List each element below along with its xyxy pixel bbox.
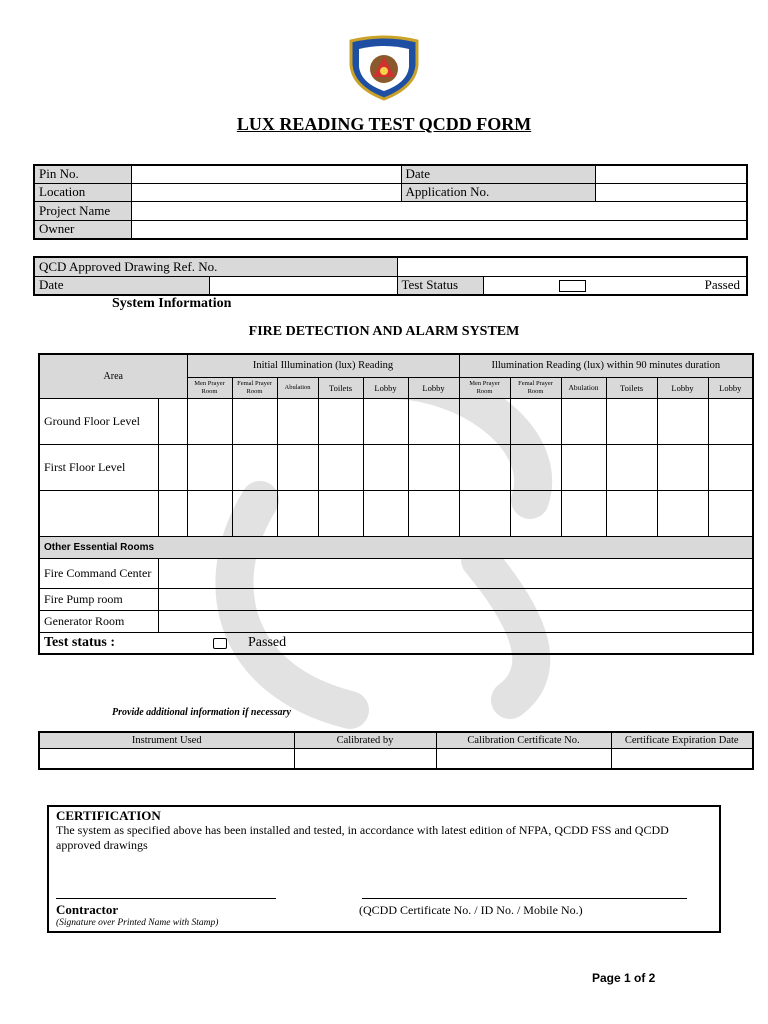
info-row-location bbox=[34, 183, 747, 201]
reading-cell[interactable] bbox=[708, 398, 753, 444]
floor-row-first bbox=[39, 444, 753, 490]
owner-label: Owner bbox=[34, 220, 131, 239]
room-generator: Generator Room bbox=[39, 610, 158, 632]
date-field[interactable] bbox=[595, 165, 747, 183]
calibrated-by-header: Calibrated by bbox=[294, 732, 436, 748]
room-fire-pump: Fire Pump room bbox=[39, 588, 158, 610]
contractor-note: (Signature over Printed Name with Stamp) bbox=[56, 918, 219, 928]
reading-cell[interactable] bbox=[408, 490, 459, 536]
project-info-table bbox=[33, 164, 748, 240]
reading-cell[interactable] bbox=[606, 444, 657, 490]
drawing-ref-row bbox=[34, 257, 747, 276]
reading-cell[interactable] bbox=[510, 490, 561, 536]
subheader-toilets: Toilets bbox=[318, 377, 363, 398]
room-reading-field[interactable] bbox=[158, 588, 753, 610]
floor-row-blank bbox=[39, 490, 753, 536]
reading-cell[interactable] bbox=[277, 398, 318, 444]
room-reading-field[interactable] bbox=[158, 558, 753, 588]
other-rooms-header-row bbox=[39, 536, 753, 558]
instrument-table bbox=[38, 731, 754, 770]
reading-cell[interactable] bbox=[657, 398, 708, 444]
floor-label-first: First Floor Level bbox=[39, 444, 158, 490]
lux-header-row bbox=[39, 354, 753, 377]
reading-cell[interactable] bbox=[363, 398, 408, 444]
reading-cell[interactable] bbox=[561, 398, 606, 444]
reading-cell[interactable] bbox=[232, 444, 277, 490]
certification-heading: CERTIFICATION bbox=[56, 808, 161, 823]
contractor-signature-line[interactable] bbox=[56, 898, 276, 899]
reading-cell[interactable] bbox=[277, 444, 318, 490]
other-rooms-header: Other Essential Rooms bbox=[39, 536, 753, 558]
reading-cell[interactable] bbox=[363, 444, 408, 490]
test-status-label: Test Status bbox=[397, 276, 483, 295]
info-row-owner bbox=[34, 220, 747, 239]
subheader-abulation: Abulation bbox=[277, 377, 318, 398]
certification-box bbox=[47, 805, 721, 933]
reading-cell[interactable] bbox=[318, 398, 363, 444]
reading-cell[interactable] bbox=[408, 444, 459, 490]
area-header: Area bbox=[39, 354, 187, 398]
reading-cell[interactable] bbox=[561, 490, 606, 536]
reading-cell[interactable] bbox=[408, 398, 459, 444]
location-label: Location bbox=[34, 183, 131, 201]
location-field[interactable] bbox=[131, 183, 401, 201]
reading-cell[interactable] bbox=[158, 398, 187, 444]
drawing-ref-table bbox=[33, 256, 748, 296]
calibration-cert-header: Calibration Certificate No. bbox=[436, 732, 611, 748]
instrument-used-header: Instrument Used bbox=[39, 732, 294, 748]
subheader-lobby: Lobby bbox=[657, 377, 708, 398]
calibration-cert-field[interactable] bbox=[436, 748, 611, 769]
other-room-row bbox=[39, 588, 753, 610]
other-room-row bbox=[39, 558, 753, 588]
cert-expiration-field[interactable] bbox=[611, 748, 753, 769]
room-reading-field[interactable] bbox=[158, 610, 753, 632]
drawing-date-row bbox=[34, 276, 747, 295]
drawing-date-field[interactable] bbox=[209, 276, 397, 295]
passed-checkbox[interactable] bbox=[559, 280, 586, 292]
reading-cell[interactable] bbox=[318, 444, 363, 490]
floor-row-ground bbox=[39, 398, 753, 444]
initial-illumination-header: Initial Illumination (lux) Reading bbox=[187, 354, 459, 377]
reading-cell[interactable] bbox=[187, 398, 232, 444]
info-row-pin bbox=[34, 165, 747, 183]
certification-text: The system as specified above has been installed and tested, in accordance with latest edition of NFPA, QCDD FSS and QCDD approved drawings bbox=[56, 823, 669, 852]
instrument-data-row bbox=[39, 748, 753, 769]
reading-cell[interactable] bbox=[158, 490, 187, 536]
reading-cell[interactable] bbox=[232, 490, 277, 536]
reading-cell[interactable] bbox=[187, 490, 232, 536]
floor-label-blank[interactable] bbox=[39, 490, 158, 536]
reading-cell[interactable] bbox=[363, 490, 408, 536]
lux-passed-checkbox[interactable] bbox=[213, 638, 227, 649]
page-number: Page 1 of 2 bbox=[592, 971, 656, 985]
subheader-abulation: Abulation bbox=[561, 377, 606, 398]
reading-cell[interactable] bbox=[708, 490, 753, 536]
reading-cell[interactable] bbox=[561, 444, 606, 490]
passed-label: Passed bbox=[704, 276, 740, 292]
test-status-cell bbox=[483, 276, 747, 295]
subheader-lobby: Lobby bbox=[363, 377, 408, 398]
date-label: Date bbox=[401, 165, 595, 183]
reading-cell[interactable] bbox=[606, 490, 657, 536]
pin-label: Pin No. bbox=[34, 165, 131, 183]
reading-cell[interactable] bbox=[657, 490, 708, 536]
application-no-field[interactable] bbox=[595, 183, 747, 201]
system-info-label: System Information bbox=[112, 296, 232, 311]
reading-cell[interactable] bbox=[459, 490, 510, 536]
certificate-line[interactable] bbox=[362, 898, 687, 899]
form-title: LUX READING TEST QCDD FORM bbox=[236, 114, 532, 134]
reading-cell[interactable] bbox=[459, 444, 510, 490]
pin-field[interactable] bbox=[131, 165, 401, 183]
other-room-row bbox=[39, 610, 753, 632]
reading-cell[interactable] bbox=[187, 444, 232, 490]
certificate-label: (QCDD Certificate No. / ID No. / Mobile No.) bbox=[359, 903, 583, 917]
info-row-project bbox=[34, 201, 747, 220]
subheader-men-prayer: Men Prayer Room bbox=[459, 377, 510, 398]
reading-cell[interactable] bbox=[510, 444, 561, 490]
subheader-femal-prayer: Femal Prayer Room bbox=[510, 377, 561, 398]
reading-cell[interactable] bbox=[657, 444, 708, 490]
section-title: FIRE DETECTION AND ALARM SYSTEM bbox=[248, 324, 520, 339]
contractor-label: Contractor bbox=[56, 902, 119, 917]
instrument-header-row bbox=[39, 732, 753, 748]
subheader-men-prayer: Men Prayer Room bbox=[187, 377, 232, 398]
duration-illumination-header: Illumination Reading (lux) within 90 minutes duration bbox=[459, 354, 753, 377]
subheader-toilets: Toilets bbox=[606, 377, 657, 398]
calibrated-by-field[interactable] bbox=[294, 748, 436, 769]
application-no-label: Application No. bbox=[401, 183, 595, 201]
drawing-date-label: Date bbox=[34, 276, 209, 295]
instrument-used-field[interactable] bbox=[39, 748, 294, 769]
reading-cell[interactable] bbox=[708, 444, 753, 490]
lux-test-status-cell bbox=[39, 632, 753, 654]
cert-expiration-header: Certificate Expiration Date bbox=[611, 732, 753, 748]
lux-test-status-row bbox=[39, 632, 753, 654]
lux-test-status-label: Test status : bbox=[44, 634, 116, 650]
drawing-ref-label: QCD Approved Drawing Ref. No. bbox=[34, 257, 397, 276]
lux-readings-table bbox=[38, 353, 754, 655]
reading-cell[interactable] bbox=[606, 398, 657, 444]
project-name-label: Project Name bbox=[34, 201, 131, 220]
floor-label-ground: Ground Floor Level bbox=[39, 398, 158, 444]
reading-cell[interactable] bbox=[318, 490, 363, 536]
reading-cell[interactable] bbox=[232, 398, 277, 444]
reading-cell[interactable] bbox=[277, 490, 318, 536]
reading-cell[interactable] bbox=[510, 398, 561, 444]
subheader-lobby: Lobby bbox=[708, 377, 753, 398]
lux-passed-label: Passed bbox=[248, 634, 287, 650]
drawing-ref-field[interactable] bbox=[397, 257, 747, 276]
subheader-femal-prayer: Femal Prayer Room bbox=[232, 377, 277, 398]
project-name-field[interactable] bbox=[131, 201, 747, 220]
owner-field[interactable] bbox=[131, 220, 747, 239]
reading-cell[interactable] bbox=[459, 398, 510, 444]
room-fire-command: Fire Command Center bbox=[39, 558, 158, 588]
qcdd-emblem-logo bbox=[347, 35, 421, 101]
additional-info-label: Provide additional information if necessary bbox=[112, 707, 291, 718]
subheader-lobby: Lobby bbox=[408, 377, 459, 398]
reading-cell[interactable] bbox=[158, 444, 187, 490]
